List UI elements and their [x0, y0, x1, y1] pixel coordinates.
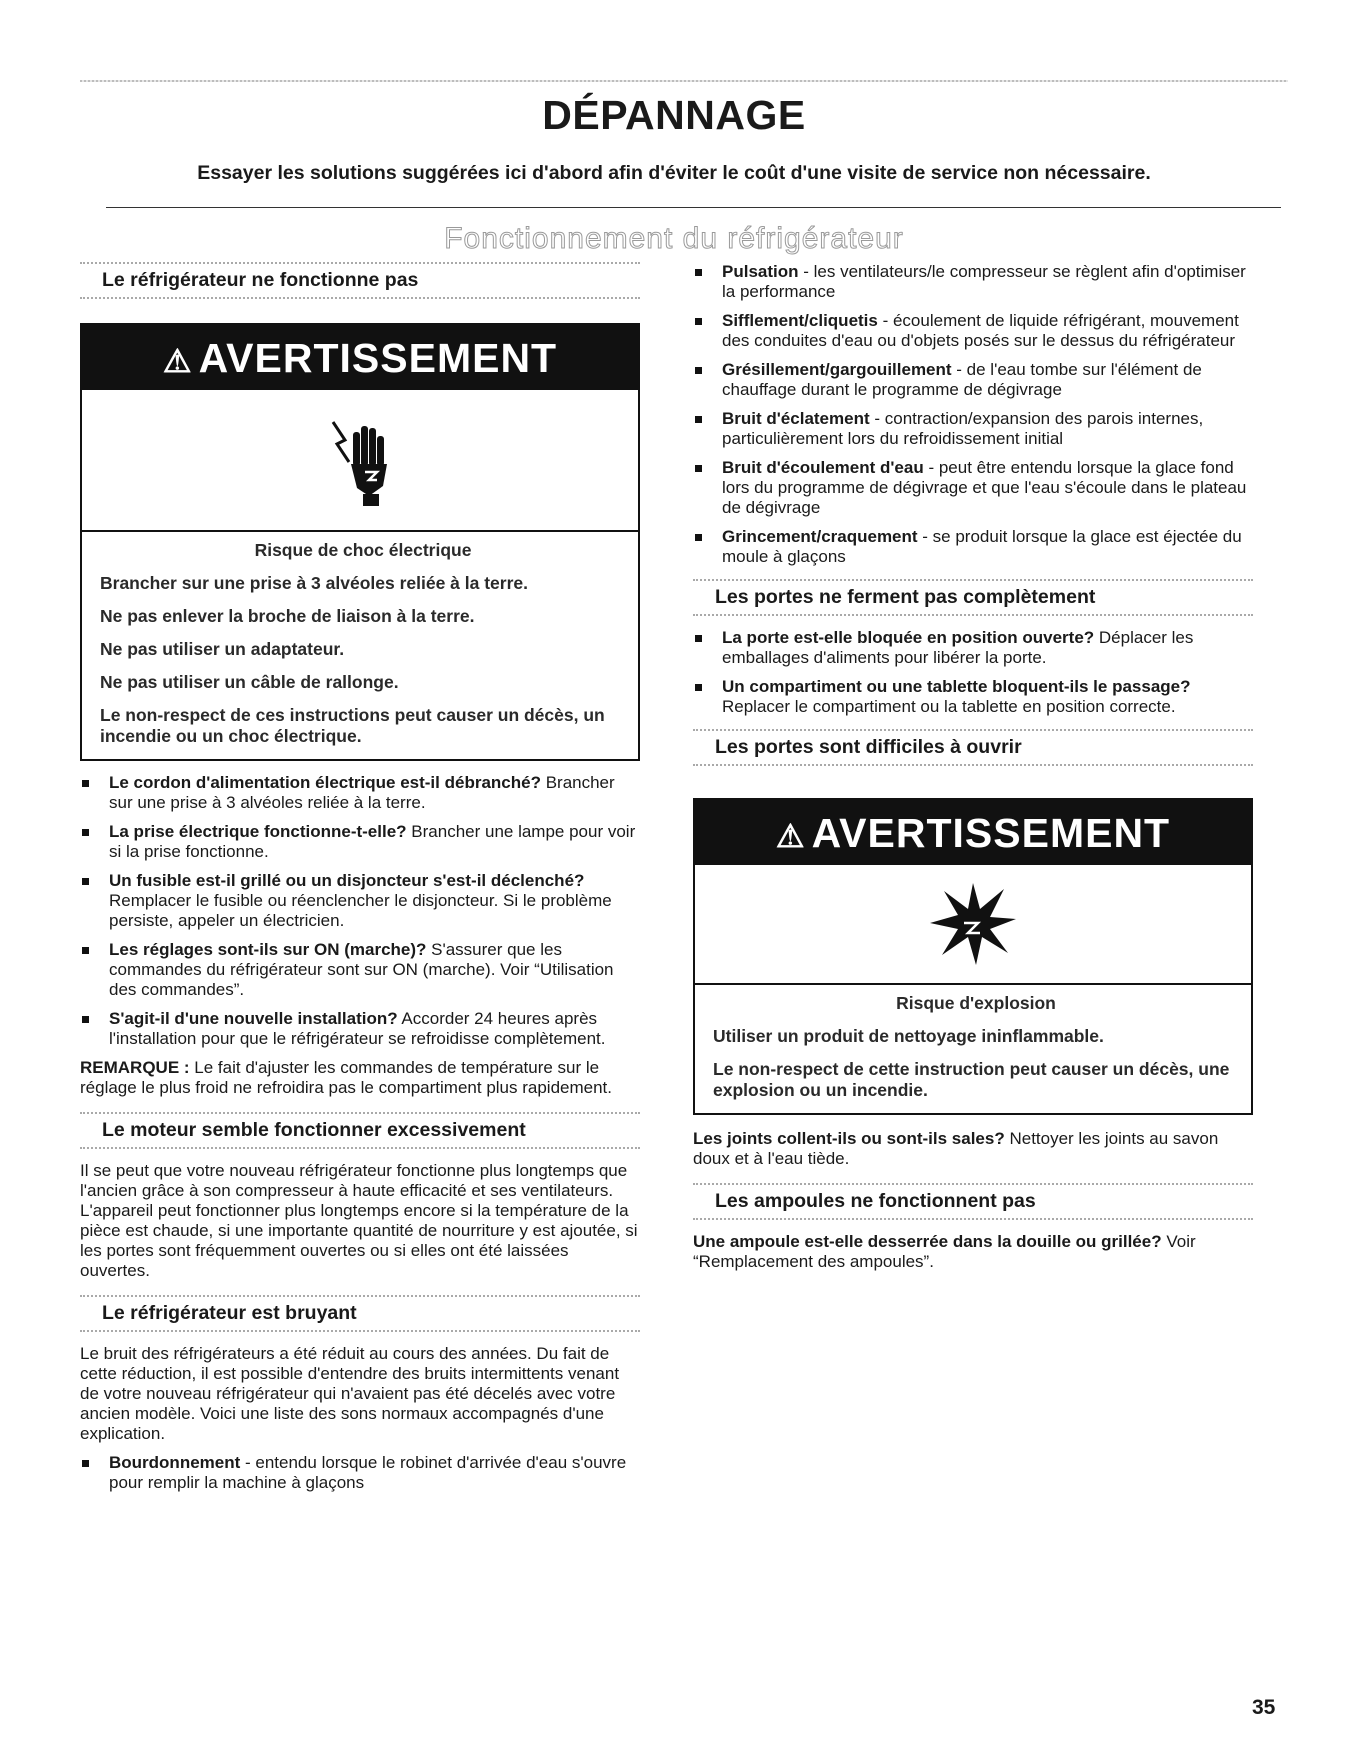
doors-close-list: [693, 628, 1253, 717]
list-item: Un compartiment ou une tablette bloquent-ils le passage? Replacer le compartiment ou la tablette en position correcte.: [693, 677, 1253, 717]
warning-body: [695, 985, 1251, 1113]
list-item: Bruit d'écoulement d'eau - peut être entendu lorsque la glace fond lors du programme de dégivrage et que l'eau s'écoule dans le plateau de dégivrage: [693, 458, 1253, 518]
list-item: Le cordon d'alimentation électrique est-il débranché? Brancher sur une prise à 3 alvéoles reliée à la terre.: [80, 773, 640, 813]
list-item: Bruit d'éclatement - contraction/expansion des parois internes, particulièrement lors du refroidissement initial: [693, 409, 1253, 449]
motor-paragraph: Il se peut que votre nouveau réfrigérateur fonctionne plus longtemps que l'ancien grâce à son compresseur à haute efficacité et ses ventilateurs. L'appareil peut fonctionner plus longtemps encore si la température de la pièce est chaude, si une importante quantité de nourriture y est ajoutée, si les portes sont fréquemment ouvertes ou si elles ont été laissées ouvertes.: [80, 1161, 638, 1280]
heading-not-working: Le réfrigérateur ne fonctionne pas: [80, 262, 640, 299]
electric-shock-icon: [82, 390, 638, 532]
heading-doors-open: Les portes sont difficiles à ouvrir: [693, 729, 1253, 766]
remark: REMARQUE : Le fait d'ajuster les commandes de température sur le réglage le plus froid ne refroidira pas le compartiment plus rapidement.: [80, 1058, 612, 1097]
page-number: 35: [1252, 1696, 1276, 1719]
warning-triangle-icon: ⚠: [162, 343, 193, 379]
heading-bulbs: Les ampoules ne fonctionnent pas: [693, 1183, 1253, 1220]
explosion-warning-box: [693, 798, 1253, 1115]
warning-risk-title: Risque de choc électrique: [254, 540, 472, 560]
list-item: Un fusible est-il grillé ou un disjoncteur s'est-il déclenché? Remplacer le fusible ou réenclencher le disjoncteur. Si le problème persiste, appeler un électricien.: [80, 871, 640, 931]
noise-list-right: [693, 262, 1253, 567]
section-title: Fonctionnement du réfrigérateur: [444, 222, 904, 255]
explosion-icon: [695, 865, 1251, 985]
warning-line: Le non-respect de ces instructions peut causer un décès, un incendie ou un choc électrique.: [100, 705, 605, 746]
heading-motor: Le moteur semble fonctionner excessivement: [80, 1112, 640, 1149]
divider: [106, 207, 1281, 208]
page-title: DÉPANNAGE: [542, 92, 806, 138]
list-item: La porte est-elle bloquée en position ouverte? Déplacer les emballages d'aliments pour libérer la porte.: [693, 628, 1253, 668]
warning-header: ⚠ AVERTISSEMENT: [82, 325, 638, 390]
shock-warning-box: [80, 323, 640, 761]
left-column: [80, 262, 640, 1502]
list-item: La prise électrique fonctionne-t-elle? Brancher une lampe pour voir si la prise fonctionne.: [80, 822, 640, 862]
warning-triangle-icon: ⚠: [775, 818, 806, 854]
warning-line: Ne pas enlever la broche de liaison à la terre.: [100, 606, 475, 626]
noisy-paragraph: Le bruit des réfrigérateurs a été réduit au cours des années. Du fait de cette réduction, il est possible d'entendre des bruits intermittents venant de votre nouveau réfrigérateur qui n'avaient pas été décelés avec votre ancien modèle. Voici une liste des sons normaux accompagnés d'une explication.: [80, 1344, 620, 1443]
list-item: S'agit-il d'une nouvelle installation? Accorder 24 heures après l'installation pour que le réfrigérateur se refroidisse complètement.: [80, 1009, 640, 1049]
warning-header: ⚠ AVERTISSEMENT: [695, 800, 1251, 865]
list-item: Grésillement/gargouillement - de l'eau tombe sur l'élément de chauffage durant le programme de dégivrage: [693, 360, 1253, 400]
warning-line: Le non-respect de cette instruction peut causer un décès, une explosion ou un incendie.: [713, 1059, 1230, 1100]
list-item: Les réglages sont-ils sur ON (marche)? S'assurer que les commandes du réfrigérateur sont sur ON (marche). Voir “Utilisation des commandes”.: [80, 940, 640, 1000]
list-item: Bourdonnement - entendu lorsque le robinet d'arrivée d'eau s'ouvre pour remplir la machine à glaçons: [80, 1453, 640, 1493]
joints-paragraph: Les joints collent-ils ou sont-ils sales? Nettoyer les joints au savon doux et à l'eau tiède.: [693, 1129, 1219, 1168]
bulbs-paragraph: Une ampoule est-elle desserrée dans la douille ou grillée? Voir “Remplacement des ampoules”.: [693, 1232, 1196, 1271]
heading-noisy: Le réfrigérateur est bruyant: [80, 1295, 640, 1332]
list-item: Grincement/craquement - se produit lorsque la glace est éjectée du moule à glaçons: [693, 527, 1253, 567]
warning-line: Utiliser un produit de nettoyage ininflammable.: [713, 1026, 1104, 1046]
warning-line: Ne pas utiliser un câble de rallonge.: [100, 672, 399, 692]
warning-body: [82, 532, 638, 759]
top-rule: [80, 80, 1288, 82]
warning-line: Ne pas utiliser un adaptateur.: [100, 639, 345, 659]
right-column: [693, 262, 1253, 1272]
list-item: Sifflement/cliquetis - écoulement de liquide réfrigérant, mouvement des conduites d'eau ou d'objets posés sur le dessus du réfrigérateur: [693, 311, 1253, 351]
noise-list-left: [80, 1453, 640, 1493]
not-working-list: [80, 773, 640, 1049]
warning-risk-title: Risque d'explosion: [896, 993, 1056, 1013]
page-subtitle: Essayer les solutions suggérées ici d'abord afin d'éviter le coût d'une visite de service non nécessaire.: [197, 162, 1151, 184]
heading-doors-close: Les portes ne ferment pas complètement: [693, 579, 1253, 616]
warning-line: Brancher sur une prise à 3 alvéoles reliée à la terre.: [100, 573, 529, 593]
list-item: Pulsation - les ventilateurs/le compresseur se règlent afin d'optimiser la performance: [693, 262, 1253, 302]
